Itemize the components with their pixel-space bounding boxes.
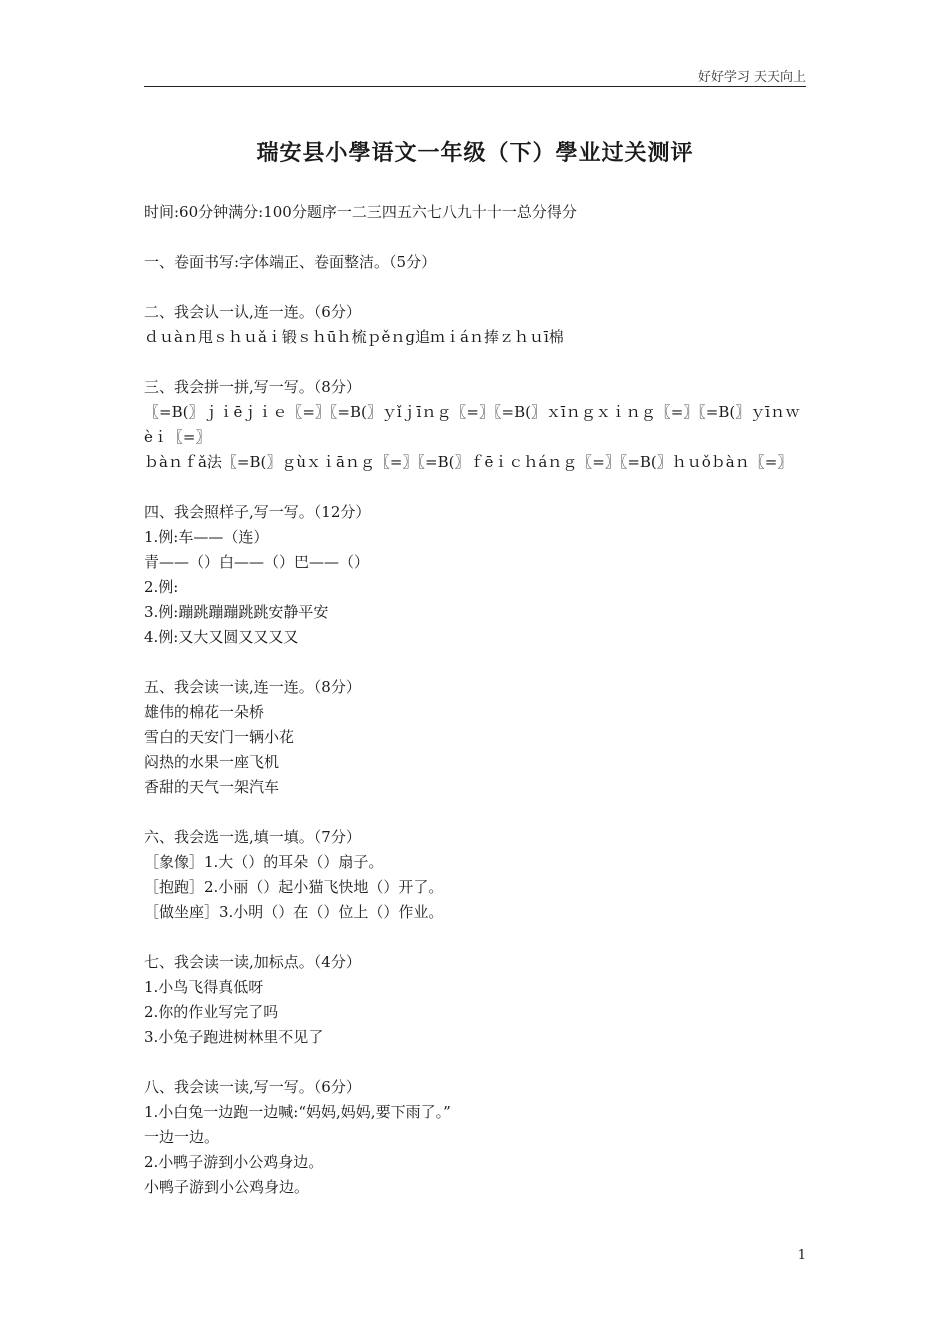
question-line: 小鸭子游到小公鸡身边。 xyxy=(144,1178,310,1196)
question-line: 1.小白兔一边跑一边喊:“妈妈,妈妈,要下雨了。” xyxy=(144,1103,451,1121)
question-line: 3.小兔子跑进树林里不见了 xyxy=(144,1028,324,1046)
question-line: ｂàｎｆǎ法〖=B(〗ｇùｘｉāｎｇ〖=〗〖=B(〗ｆēｉｃｈáｎｇ〖=〗〖=B(〗ｈｕǒｂàｎ〖=〗 xyxy=(144,453,793,471)
question-line: 2.你的作业写完了吗 xyxy=(144,1003,279,1021)
section-heading: 七、我会读一读,加标点。（4分） xyxy=(144,953,361,971)
section-heading: 三、我会拼一拼,写一写。（8分） xyxy=(144,378,361,396)
question-line: ［做坐座］3.小明（）在（）位上（）作业。 xyxy=(144,903,444,921)
question-line: 青——（）白——（）巴——（） xyxy=(144,553,370,571)
question-line: 雪白的天安门一辆小花 xyxy=(144,728,295,746)
page-number: 1 xyxy=(797,1248,806,1263)
question-line: 1.例:车——（连） xyxy=(144,528,269,546)
question-line: 一边一边。 xyxy=(144,1128,220,1146)
question-line: 2.例: xyxy=(144,578,179,596)
document-body xyxy=(144,200,806,1200)
header-rule xyxy=(144,86,806,87)
question-line: 1.小鸟飞得真低呀 xyxy=(144,978,264,996)
document-title: 瑞安县小學语文一年级（下）學业过关测评 xyxy=(256,140,694,166)
question-line: 香甜的天气一架汽车 xyxy=(144,778,280,796)
exam-info: 时间:60分钟满分:100分题序一二三四五六七八九十十一总分得分 xyxy=(144,203,577,221)
section-heading: 八、我会读一读,写一写。（6分） xyxy=(144,1078,361,1096)
question-line: 3.例:蹦跳蹦蹦跳跳安静平安 xyxy=(144,603,329,621)
section-heading: 一、卷面书写:字体端正、卷面整洁。（5分） xyxy=(144,253,437,271)
section-heading: 四、我会照样子,写一写。（12分） xyxy=(144,503,371,521)
section-heading: 五、我会读一读,连一连。（8分） xyxy=(144,678,361,696)
question-line: ［象像］1.大（）的耳朵（）扇子。 xyxy=(144,853,384,871)
section-heading: 六、我会选一选,填一填。（7分） xyxy=(144,828,361,846)
page-header-text: 好好学习 天天向上 xyxy=(697,70,806,85)
question-line: 2.小鸭子游到小公鸡身边。 xyxy=(144,1153,324,1171)
question-line: 4.例:又大又圆又又又又 xyxy=(144,628,299,646)
question-line: 〖=B(〗ｊｉēｊｉｅ〖=〗〖=B(〗ｙǐｊīｎｇ〖=〗〖=B(〗ｘīｎｇｘｉｎｇ〖=〗〖=B(〗ｙīｎｗèｉ〖=〗 xyxy=(144,403,801,446)
question-line: ［抱跑］2.小丽（）起小猫飞快地（）开了。 xyxy=(144,878,444,896)
question-line: 闷热的水果一座飞机 xyxy=(144,753,280,771)
section-heading: 二、我会认一认,连一连。（6分） xyxy=(144,303,361,321)
question-line: 雄伟的棉花一朵桥 xyxy=(144,703,265,721)
question-line: ｄｕàｎ甩ｓｈｕǎｉ锻ｓｈūｈ梳ｐěｎɡ追ｍｉáｎ捧ｚｈｕī棉 xyxy=(144,328,564,346)
